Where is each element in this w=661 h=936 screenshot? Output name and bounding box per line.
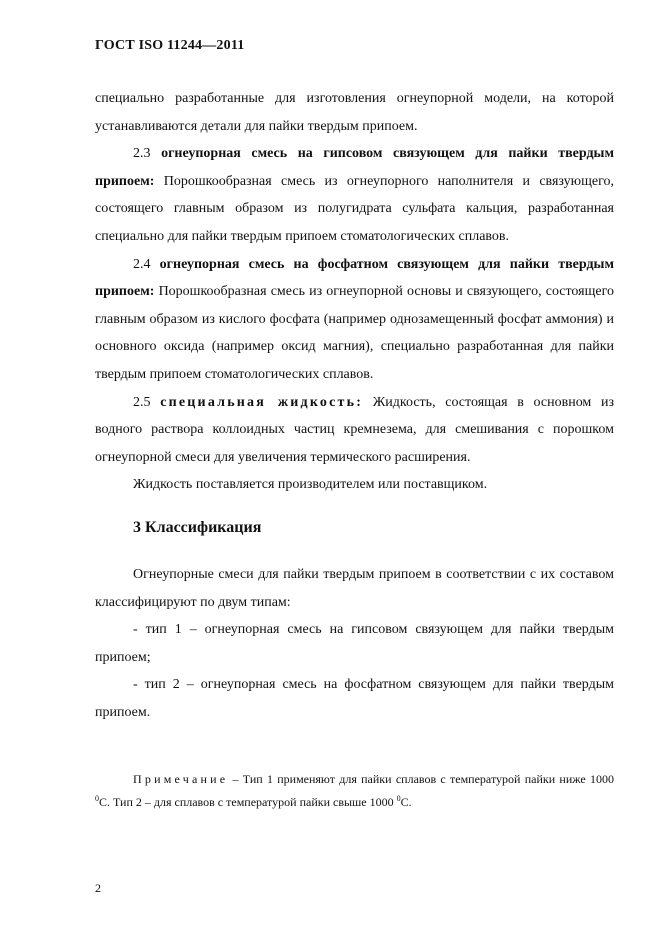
paragraph-supply: Жидкость поставляется производителем или поставщиком.	[133, 477, 488, 493]
classification-type-1: - тип 1 – огнеупорная смесь на гипсовом связующем для пайки твердым припоем;	[95, 622, 614, 665]
definition-term: специальная жидкость:	[160, 394, 364, 410]
classification-intro: Огнеупорные смеси для пайки твердым припоем в соответствии с их составом классифицируют по двум типам:	[95, 566, 614, 610]
page-number: 2	[95, 881, 101, 895]
definition-term: огнеупорная смесь на гипсовом связующем для пайки твердым припоем:	[95, 146, 614, 189]
definition-2-3	[95, 140, 614, 250]
definition-2-5	[95, 389, 614, 472]
note-superscript: 0	[396, 794, 401, 803]
note-superscript: 0	[95, 794, 99, 803]
note-text: С. Тип 2 – для сплавов с температурой пайки свыше 1000	[99, 795, 397, 809]
definition-number: 2.3	[133, 146, 162, 162]
classification-type-2: - тип 2 – огнеупорная смесь на фосфатном связующем для пайки твердым припоем.	[95, 677, 614, 720]
document-body	[95, 85, 614, 726]
definition-2-4	[95, 251, 614, 389]
note-block	[95, 768, 614, 814]
definition-number: 2.4	[133, 256, 160, 272]
definition-term: огнеупорная смесь на фосфатном связующем для пайки твердым припоем:	[95, 256, 615, 300]
definition-number: 2.5	[133, 394, 161, 410]
note-text: С.	[400, 795, 412, 809]
note-label: Примечание	[133, 772, 229, 786]
definition-text: Порошкообразная смесь из огнеупорной основы и связующего, состоящего главным образом из кислого фосфата (например однозамещенный фосфат аммония) и основного оксида (например оксид магния), специально разработанная для пайки твердым припоем стоматологических сплавов.	[95, 284, 614, 382]
document-header: ГОСТ ISO 11244—2011	[95, 38, 245, 53]
definition-text: Порошкообразная смесь из огнеупорного наполнителя и связующего, состоящего главным образом из полугидрата сульфата кальция, разработанная специально для пайки твердым припоем стоматологических сплавов.	[95, 173, 614, 244]
note-text: – Тип 1 применяют для пайки сплавов с температурой пайки ниже 1000	[228, 772, 614, 786]
note-paragraph	[95, 768, 614, 814]
definition-text: Жидкость, состоящая в основном из водного раствора коллоидных частиц кремнезема, для смешивания с порошком огнеупорной смеси для увеличения термического расширения.	[95, 394, 615, 465]
paragraph-continuation: специально разработанные для изготовления огнеупорной модели, на которой устанавливаются детали для пайки твердым припоем.	[95, 91, 614, 134]
section-heading: 3 Классификация	[133, 518, 262, 536]
